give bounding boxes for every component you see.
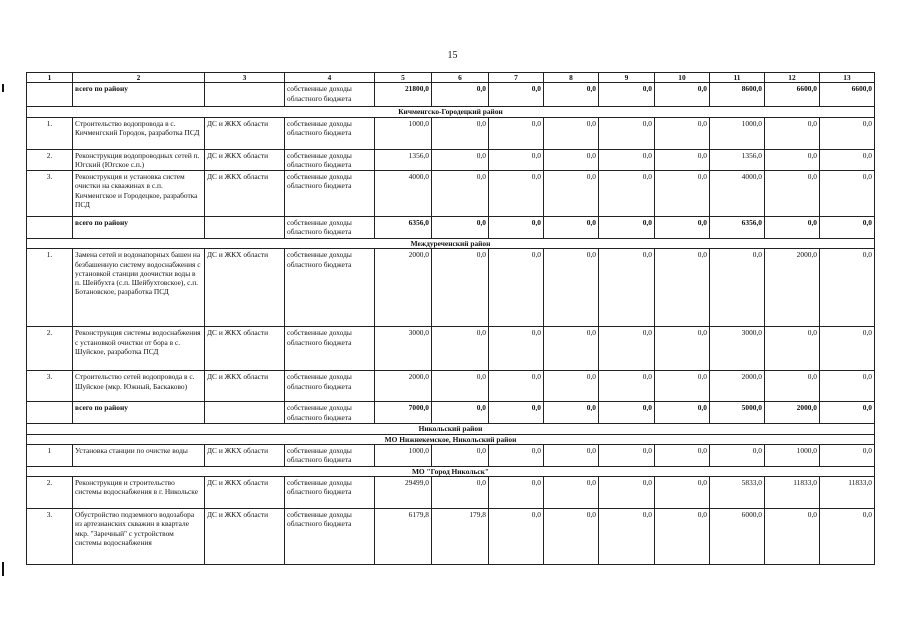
measure-name: Реконструкция и строительство системы водоснабжения в г. Никольске: [73, 477, 205, 509]
value-cell-col-9: 0,0: [599, 444, 655, 466]
value-cell-col-5: 3000,0: [375, 327, 432, 371]
row-number: 2.: [27, 477, 73, 509]
measure-row: [27, 477, 875, 509]
value-cell-col-7: 0,0: [489, 402, 544, 424]
value-cell-col-8: 0,0: [544, 249, 599, 327]
funding-source: собственные доходы областного бюджета: [285, 477, 375, 509]
funding-source: собственные доходы областного бюджета: [285, 171, 375, 217]
value-cell-col-10: 0,0: [655, 477, 710, 509]
value-cell-col-10: 0,0: [655, 249, 710, 327]
value-cell-col-13: 11833,0: [820, 477, 875, 509]
measure-name: Строительство сетей водопровода в с. Шуйское (мкр. Южный, Баскаково): [73, 371, 205, 402]
row-number-cell: [27, 83, 73, 107]
row-number: 3.: [27, 509, 73, 565]
value-cell-col-12: 1000,0: [765, 444, 820, 466]
measure-row: [27, 444, 875, 466]
value-cell-col-7: 0,0: [489, 249, 544, 327]
value-cell-col-11: 5833,0: [710, 477, 765, 509]
section-header-row: [27, 434, 875, 444]
row-number: 2.: [27, 149, 73, 171]
value-cell-col-5: 6179,8: [375, 509, 432, 565]
value-cell-col-12: 6600,0: [765, 83, 820, 107]
value-cell-col-10: 0,0: [655, 444, 710, 466]
value-cell-col-8: 0,0: [544, 149, 599, 171]
value-cell-col-9: 0,0: [599, 83, 655, 107]
value-cell-col-6: 179,8: [432, 509, 489, 565]
value-cell-col-5: 4000,0: [375, 171, 432, 217]
measure-name: Замена сетей и водонапорных башен на безбашенную систему водоснабжения с установкой станции доочистки воды в п. Шейбухта (с.п. Шейбухтовское), с.п. Ботановское, разработка ПСД: [73, 249, 205, 327]
executor: ДС и ЖКХ области: [205, 371, 285, 402]
value-cell-col-13: 0,0: [820, 171, 875, 217]
value-cell-col-7: 0,0: [489, 509, 544, 565]
measure-row: [27, 371, 875, 402]
measure-name: Установка станции по очистке воды: [73, 444, 205, 466]
value-cell-col-6: 0,0: [432, 371, 489, 402]
value-cell-col-11: 1000,0: [710, 117, 765, 149]
value-cell-col-5: 1000,0: [375, 117, 432, 149]
value-cell-col-12: 0,0: [765, 149, 820, 171]
value-cell-col-12: 0,0: [765, 509, 820, 565]
section-title: Междуреченский район: [27, 239, 875, 249]
header-cell-4: 4: [285, 73, 375, 83]
value-cell-col-9: 0,0: [599, 217, 655, 239]
value-cell-col-13: 0,0: [820, 371, 875, 402]
value-cell-col-11: 6356,0: [710, 217, 765, 239]
value-cell-col-12: 2000,0: [765, 249, 820, 327]
header-cell-6: 6: [432, 73, 489, 83]
value-cell-col-8: 0,0: [544, 444, 599, 466]
value-cell-col-10: 0,0: [655, 402, 710, 424]
funding-source: собственные доходы областного бюджета: [285, 402, 375, 424]
value-cell-col-10: 0,0: [655, 327, 710, 371]
header-cell-5: 5: [375, 73, 432, 83]
measure-row: [27, 327, 875, 371]
header-cell-2: 2: [73, 73, 205, 83]
value-cell-col-13: 6600,0: [820, 83, 875, 107]
measure-name: Реконструкция и установка систем очистки на скважинах в с.п. Кичменгское и Городецкое, разработка ПСД: [73, 171, 205, 217]
section-header-row: [27, 424, 875, 434]
value-cell-col-9: 0,0: [599, 402, 655, 424]
value-cell-col-13: 0,0: [820, 149, 875, 171]
value-cell-col-8: 0,0: [544, 171, 599, 217]
district-total-row: [27, 402, 875, 424]
scan-edge-mark-bottom: [2, 562, 4, 576]
measure-name: Строительство водопровода в с. Кичменгский Городок, разработка ПСД: [73, 117, 205, 149]
total-label: всего по району: [73, 402, 205, 424]
program-table: [26, 72, 875, 565]
funding-source: собственные доходы областного бюджета: [285, 83, 375, 107]
header-cell-8: 8: [544, 73, 599, 83]
funding-source: собственные доходы областного бюджета: [285, 371, 375, 402]
value-cell-col-13: 0,0: [820, 117, 875, 149]
value-cell-col-12: 2000,0: [765, 402, 820, 424]
value-cell-col-13: 0,0: [820, 402, 875, 424]
value-cell-col-8: 0,0: [544, 327, 599, 371]
executor-cell: [205, 402, 285, 424]
value-cell-col-5: 2000,0: [375, 371, 432, 402]
measure-row: [27, 249, 875, 327]
value-cell-col-11: 0,0: [710, 249, 765, 327]
executor: ДС и ЖКХ области: [205, 444, 285, 466]
value-cell-col-12: 11833,0: [765, 477, 820, 509]
value-cell-col-7: 0,0: [489, 444, 544, 466]
value-cell-col-11: 8600,0: [710, 83, 765, 107]
value-cell-col-10: 0,0: [655, 117, 710, 149]
value-cell-col-9: 0,0: [599, 249, 655, 327]
value-cell-col-5: 6356,0: [375, 217, 432, 239]
measure-row: [27, 509, 875, 565]
value-cell-col-6: 0,0: [432, 171, 489, 217]
value-cell-col-10: 0,0: [655, 509, 710, 565]
value-cell-col-7: 0,0: [489, 477, 544, 509]
funding-source: собственные доходы областного бюджета: [285, 509, 375, 565]
row-number: 2.: [27, 327, 73, 371]
header-cell-1: 1: [27, 73, 73, 83]
value-cell-col-5: 1000,0: [375, 444, 432, 466]
value-cell-col-12: 0,0: [765, 171, 820, 217]
value-cell-col-11: 5000,0: [710, 402, 765, 424]
executor: ДС и ЖКХ области: [205, 249, 285, 327]
district-total-row: [27, 83, 875, 107]
row-number-cell: [27, 217, 73, 239]
value-cell-col-6: 0,0: [432, 327, 489, 371]
measure-name: Обустройство подземного водозабора из артезианских скважин в квартале мкр. "Заречный" с устройством системы водоснабжения: [73, 509, 205, 565]
value-cell-col-7: 0,0: [489, 217, 544, 239]
section-header-row: [27, 466, 875, 476]
value-cell-col-6: 0,0: [432, 249, 489, 327]
header-cell-9: 9: [599, 73, 655, 83]
row-number: 1.: [27, 117, 73, 149]
measure-row: [27, 117, 875, 149]
header-cell-7: 7: [489, 73, 544, 83]
value-cell-col-11: 6000,0: [710, 509, 765, 565]
value-cell-col-12: 0,0: [765, 117, 820, 149]
value-cell-col-13: 0,0: [820, 327, 875, 371]
value-cell-col-6: 0,0: [432, 217, 489, 239]
total-label: всего по району: [73, 83, 205, 107]
funding-source: собственные доходы областного бюджета: [285, 117, 375, 149]
value-cell-col-7: 0,0: [489, 117, 544, 149]
value-cell-col-7: 0,0: [489, 371, 544, 402]
value-cell-col-11: 2000,0: [710, 371, 765, 402]
executor: ДС и ЖКХ области: [205, 509, 285, 565]
section-header-row: [27, 239, 875, 249]
section-title: МО "Город Никольск": [27, 466, 875, 476]
executor-cell: [205, 217, 285, 239]
value-cell-col-12: 0,0: [765, 327, 820, 371]
value-cell-col-11: 0,0: [710, 444, 765, 466]
funding-source: собственные доходы областного бюджета: [285, 249, 375, 327]
section-title: Никольский район: [27, 424, 875, 434]
value-cell-col-9: 0,0: [599, 171, 655, 217]
executor-cell: [205, 83, 285, 107]
measure-name: Реконструкция водопроводных сетей п. Югский (Югское с.п.): [73, 149, 205, 171]
value-cell-col-8: 0,0: [544, 117, 599, 149]
value-cell-col-5: 21800,0: [375, 83, 432, 107]
value-cell-col-11: 1356,0: [710, 149, 765, 171]
row-number: 3.: [27, 371, 73, 402]
row-number-cell: [27, 402, 73, 424]
value-cell-col-5: 29499,0: [375, 477, 432, 509]
value-cell-col-9: 0,0: [599, 117, 655, 149]
row-number: 1.: [27, 249, 73, 327]
measure-row: [27, 149, 875, 171]
value-cell-col-5: 2000,0: [375, 249, 432, 327]
page-number: 15: [447, 50, 458, 61]
value-cell-col-5: 1356,0: [375, 149, 432, 171]
value-cell-col-6: 0,0: [432, 477, 489, 509]
value-cell-col-6: 0,0: [432, 117, 489, 149]
executor: ДС и ЖКХ области: [205, 149, 285, 171]
value-cell-col-7: 0,0: [489, 149, 544, 171]
measure-name: Реконструкция системы водоснабжения с установкой очистки от бора в с. Шуйское, разработка ПСД: [73, 327, 205, 371]
value-cell-col-6: 0,0: [432, 83, 489, 107]
value-cell-col-12: 0,0: [765, 371, 820, 402]
funding-source: собственные доходы областного бюджета: [285, 217, 375, 239]
value-cell-col-9: 0,0: [599, 371, 655, 402]
executor: ДС и ЖКХ области: [205, 477, 285, 509]
value-cell-col-7: 0,0: [489, 83, 544, 107]
funding-source: собственные доходы областного бюджета: [285, 444, 375, 466]
value-cell-col-5: 7000,0: [375, 402, 432, 424]
value-cell-col-8: 0,0: [544, 509, 599, 565]
header-row: [27, 73, 875, 83]
value-cell-col-8: 0,0: [544, 371, 599, 402]
value-cell-col-8: 0,0: [544, 83, 599, 107]
value-cell-col-11: 3000,0: [710, 327, 765, 371]
value-cell-col-12: 0,0: [765, 217, 820, 239]
value-cell-col-9: 0,0: [599, 327, 655, 371]
value-cell-col-9: 0,0: [599, 149, 655, 171]
section-title: Кичменгско-Городецкий район: [27, 107, 875, 117]
value-cell-col-10: 0,0: [655, 83, 710, 107]
value-cell-col-13: 0,0: [820, 217, 875, 239]
header-cell-3: 3: [205, 73, 285, 83]
measure-row: [27, 171, 875, 217]
value-cell-col-13: 0,0: [820, 249, 875, 327]
executor: ДС и ЖКХ области: [205, 327, 285, 371]
section-header-row: [27, 107, 875, 117]
value-cell-col-8: 0,0: [544, 402, 599, 424]
total-label: всего по району: [73, 217, 205, 239]
header-cell-10: 10: [655, 73, 710, 83]
header-cell-13: 13: [820, 73, 875, 83]
row-number: 1: [27, 444, 73, 466]
section-title: МО Нижнекемское, Никольский район: [27, 434, 875, 444]
executor: ДС и ЖКХ области: [205, 117, 285, 149]
value-cell-col-7: 0,0: [489, 327, 544, 371]
value-cell-col-6: 0,0: [432, 149, 489, 171]
value-cell-col-10: 0,0: [655, 149, 710, 171]
value-cell-col-7: 0,0: [489, 171, 544, 217]
header-cell-12: 12: [765, 73, 820, 83]
value-cell-col-13: 0,0: [820, 509, 875, 565]
value-cell-col-11: 4000,0: [710, 171, 765, 217]
value-cell-col-6: 0,0: [432, 444, 489, 466]
scan-edge-mark-top: [2, 84, 4, 92]
value-cell-col-8: 0,0: [544, 217, 599, 239]
district-total-row: [27, 217, 875, 239]
value-cell-col-9: 0,0: [599, 509, 655, 565]
value-cell-col-8: 0,0: [544, 477, 599, 509]
funding-source: собственные доходы областного бюджета: [285, 149, 375, 171]
header-cell-11: 11: [710, 73, 765, 83]
funding-source: собственные доходы областного бюджета: [285, 327, 375, 371]
value-cell-col-10: 0,0: [655, 217, 710, 239]
row-number: 3.: [27, 171, 73, 217]
executor: ДС и ЖКХ области: [205, 171, 285, 217]
value-cell-col-10: 0,0: [655, 371, 710, 402]
value-cell-col-10: 0,0: [655, 171, 710, 217]
value-cell-col-13: 0,0: [820, 444, 875, 466]
value-cell-col-6: 0,0: [432, 402, 489, 424]
value-cell-col-9: 0,0: [599, 477, 655, 509]
